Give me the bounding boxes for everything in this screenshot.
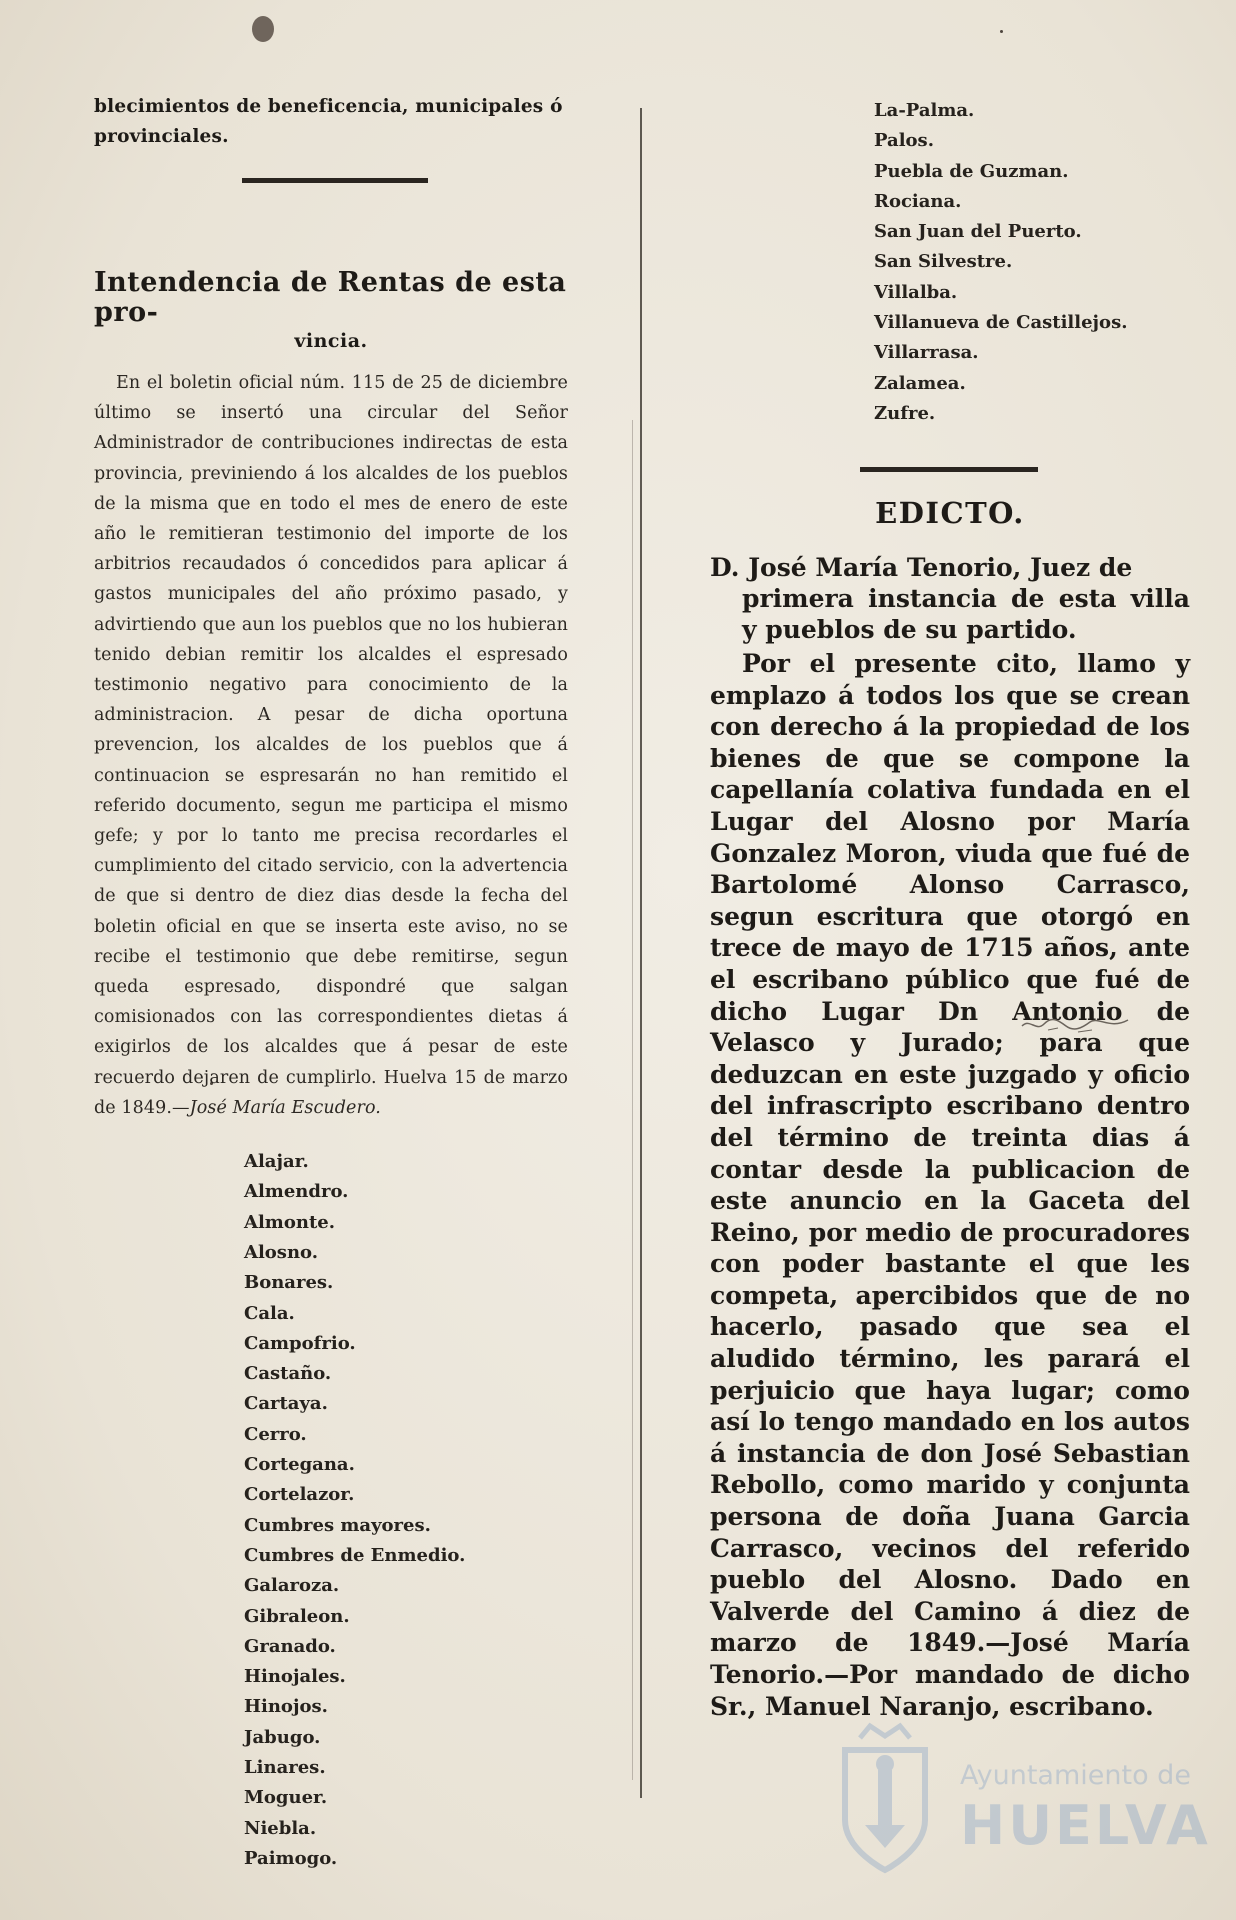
town-list-item: Almendro. [244, 1181, 349, 1203]
edict-heading [710, 552, 1190, 645]
town-list-item: Cumbres mayores. [244, 1514, 431, 1536]
circular-text: En el boletin oficial núm. 115 de 25 de diciembre último se insertó una circular del Señor Administrador de contribuciones indirectas de esta provincia, previniendo á los alcaldes de los pueblos de la misma que en todo el mes de enero de este año le remitieran testimonio del importe de los arbitrios recaudados ó concedidos para aplicar á gastos municipales del año próximo pasado, y advirtiendo que aun los pueblos que no los hubieran tenido debian remitir los alcaldes el espresado testimonio negativo para conocimiento de la administracion. A pesar de dicha oportuna prevencion, los alcaldes de los pueblos que á continuacion se espresarán no han remitido el referido documento, segun me participa el mismo gefe; y por lo tanto me precisa recordarles el cumplimiento del citado servicio, con la advertencia de que si dentro de diez dias desde la fecha del boletin oficial en que se inserta este aviso, no se recibe el testimonio que debe remitirse, segun queda espresado, dispondré que salgan comisionados con las correspondientes dietas á exigirlos de los alcaldes que á pesar de este recuerdo dejaren de cumplirlo. Huelva 15 de marzo de 1849.— [94, 373, 568, 1118]
town-list-item: Galaroza. [244, 1575, 340, 1597]
town-list-item: Gibraleon. [244, 1605, 350, 1627]
town-list-item: Bonares. [244, 1272, 334, 1294]
town-list-item: Campofrio. [244, 1332, 356, 1354]
town-list-item: Almonte. [244, 1211, 335, 1233]
town-list-item: Zalamea. [874, 372, 966, 394]
town-list-item: Alosno. [244, 1241, 318, 1263]
town-list-item: Cartaya. [244, 1393, 328, 1415]
town-list-left [244, 1147, 568, 1874]
archive-watermark [820, 1720, 1220, 1880]
town-list-item: Paimogo. [244, 1847, 338, 1869]
left-column [94, 92, 568, 1874]
town-list-item: Cortegana. [244, 1454, 355, 1476]
town-list-item: Jabugo. [244, 1726, 321, 1748]
town-list-item: Zufre. [874, 402, 936, 424]
town-list-item: Villalba. [874, 281, 958, 303]
edict-block [710, 0, 1190, 1920]
signature: José María Escudero. [189, 1097, 381, 1118]
edict-body-text: Por el presente cito, llamo y emplazo á todos los que se crean con derecho á la propiedad de los bienes de que se compone la capellanía colativa fundada en el Lugar del Alosno por María Gonzalez Moron, viuda que fué de Bartolomé Alonso Carrasco, segun escritura que otorgó en trece de mayo de 1715 años, ante el escribano público que fué de dicho Lugar Dn Antonio de Velasco y Jurado; para que deduzcan en este juzgado y oficio del infrascripto escribano dentro del término de treinta dias á contar desde la publicacion de este anuncio en la Gaceta del Reino, por medio de procuradores con poder bastante el que les competa, apercibidos que de no hacerlo, pasado que sea el aludido término, les parará el perjuicio que haya lugar; como así lo tengo mandado en los autos á instancia de don José Sebastian Rebollo, como marido y conjunta persona de doña Juana Garcia Carrasco, vecinos del referido pueblo del Alosno. Dado en Valverde del Camino á diez de marzo de 1849.—José María Tenorio.—Por mandado de dicho Sr., Manuel Naranjo, escribano. [710, 649, 1190, 1721]
town-list-item: Castaño. [244, 1363, 332, 1385]
ink-stamp-scribble [1018, 1008, 1138, 1038]
column-divider-shadow [632, 420, 633, 1780]
town-list-item: Rociana. [874, 190, 962, 212]
edict-heading-first: D. José María Tenorio, Juez de [710, 553, 1133, 582]
column-divider [640, 108, 642, 1798]
town-list-item: Cala. [244, 1302, 295, 1324]
town-list-item: Niebla. [244, 1817, 317, 1839]
town-list-item: La-Palma. [874, 100, 975, 121]
town-list-item: Puebla de Guzman. [874, 160, 1069, 182]
section-title-main: Intendencia de Rentas de esta pro- [94, 267, 567, 328]
edict-title: EDICTO. [875, 496, 1025, 530]
binding-hole [252, 16, 274, 42]
section-separator [242, 178, 428, 183]
watermark-line1: Ayuntamiento de [960, 1760, 1191, 1791]
watermark-line2: HUELVA [960, 1794, 1211, 1857]
circular-notice [94, 368, 568, 1123]
town-list-item: San Juan del Puerto. [874, 221, 1082, 243]
edict-heading-rest: primera instancia de esta villa y pueblos de su partido. [742, 584, 1190, 644]
continuation-text: blecimientos de beneficencia, municipales ó provinciales. [94, 96, 563, 147]
town-list-item: Cerro. [244, 1423, 307, 1445]
town-list-item: Cortelazor. [244, 1484, 355, 1506]
town-list-item: Linares. [244, 1757, 326, 1779]
town-list-item: Moguer. [244, 1787, 328, 1809]
town-list-item: Villarrasa. [874, 342, 979, 364]
town-list-item: San Silvestre. [874, 251, 1013, 273]
town-list-item: Hinojos. [244, 1696, 328, 1718]
edict-body [710, 648, 1190, 1722]
town-list-item: Cumbres de Enmedio. [244, 1544, 466, 1566]
edict-separator [860, 467, 1038, 472]
town-list-item: Hinojales. [244, 1666, 346, 1688]
section-title [94, 268, 568, 354]
town-list-item: Alajar. [244, 1151, 309, 1173]
town-list-item: Granado. [244, 1635, 336, 1657]
town-list-item: Villanueva de Castillejos. [874, 312, 1128, 334]
town-list-item: Palos. [874, 130, 934, 152]
section-title-cont: vincia. [294, 330, 368, 352]
city-crest-icon [830, 1720, 940, 1880]
